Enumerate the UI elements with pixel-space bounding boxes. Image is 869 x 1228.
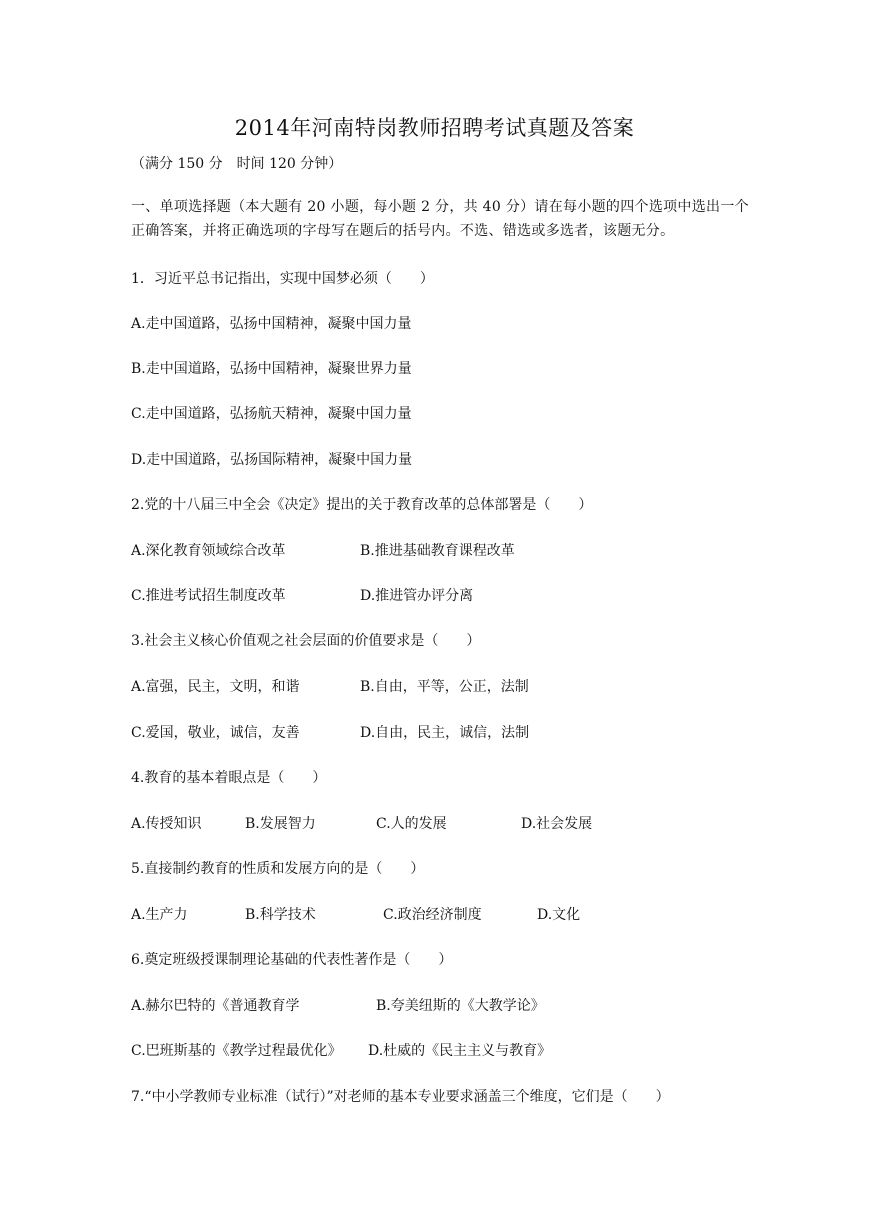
question-1-option-a: A.走中国道路，弘扬中国精神，凝聚中国力量: [131, 316, 412, 332]
question-1-stem: 1．习近平总书记指出，实现中国梦必须（ ）: [131, 271, 434, 287]
question-5-option-b: B.科学技术: [245, 907, 316, 923]
question-2-stem: 2.党的十八届三中全会《决定》提出的关于教育改革的总体部署是（ ）: [131, 497, 593, 513]
question-2-option-d: D.推进管办评分离: [360, 588, 474, 604]
question-1-option-d: D.走中国道路，弘扬国际精神，凝聚中国力量: [131, 452, 413, 468]
document-title: 2014年河南特岗教师招聘考试真题及答案: [234, 116, 635, 140]
question-2-option-a: A.深化教育领域综合改革: [131, 543, 286, 559]
question-7-stem: 7.“中小学教师专业标准（试行）”对老师的基本专业要求涵盖三个维度，它们是（ ）: [131, 1089, 670, 1105]
question-3-option-c: C.爱国，敬业，诚信，友善: [131, 725, 300, 741]
question-2-option-b: B.推进基础教育课程改革: [360, 543, 515, 559]
question-6-stem: 6.奠定班级授课制理论基础的代表性著作是（ ）: [131, 952, 453, 968]
question-5-stem: 5.直接制约教育的性质和发展方向的是（ ）: [131, 861, 425, 877]
question-5-option-c: C.政治经济制度: [383, 907, 482, 923]
section-header: 一、单项选择题（本大题有 20 小题，每小题 2 分，共 40 分）请在每小题的四个选项中选出一个正确答案，并将正确选项的字母写在题后的括号内。不选、错选或多选者，该题无分。: [131, 199, 749, 239]
question-6-option-d: D.杜威的《民主主义与教育》: [368, 1043, 552, 1059]
question-5-option-a: A.生产力: [131, 907, 188, 923]
question-4-option-a: A.传授知识: [131, 816, 202, 832]
question-5-option-d: D.文化: [537, 907, 581, 923]
question-1-option-c: C.走中国道路，弘扬航天精神，凝聚中国力量: [131, 406, 412, 422]
question-4-option-d: D.社会发展: [521, 816, 593, 832]
question-4-option-b: B.发展智力: [245, 816, 316, 832]
question-4-stem: 4.教育的基本着眼点是（ ）: [131, 770, 327, 786]
question-4-option-c: C.人的发展: [376, 816, 447, 832]
question-6-option-a: A.赫尔巴特的《普通教育学: [131, 998, 300, 1014]
question-3-option-a: A.富强，民主，文明，和谐: [131, 679, 300, 695]
question-6-option-c: C.巴班斯基的《教学过程最优化》: [131, 1043, 342, 1059]
question-3-option-d: D.自由，民主，诚信，法制: [360, 725, 530, 741]
question-6-option-b: B.夸美纽斯的《大教学论》: [376, 998, 545, 1014]
question-3-stem: 3.社会主义核心价值观之社会层面的价值要求是（ ）: [131, 633, 481, 649]
exam-meta: （满分 150 分 时间 120 分钟）: [131, 156, 343, 172]
question-1-option-b: B.走中国道路，弘扬中国精神，凝聚世界力量: [131, 361, 412, 377]
question-3-option-b: B.自由，平等，公正，法制: [360, 679, 529, 695]
question-2-option-c: C.推进考试招生制度改革: [131, 588, 286, 604]
